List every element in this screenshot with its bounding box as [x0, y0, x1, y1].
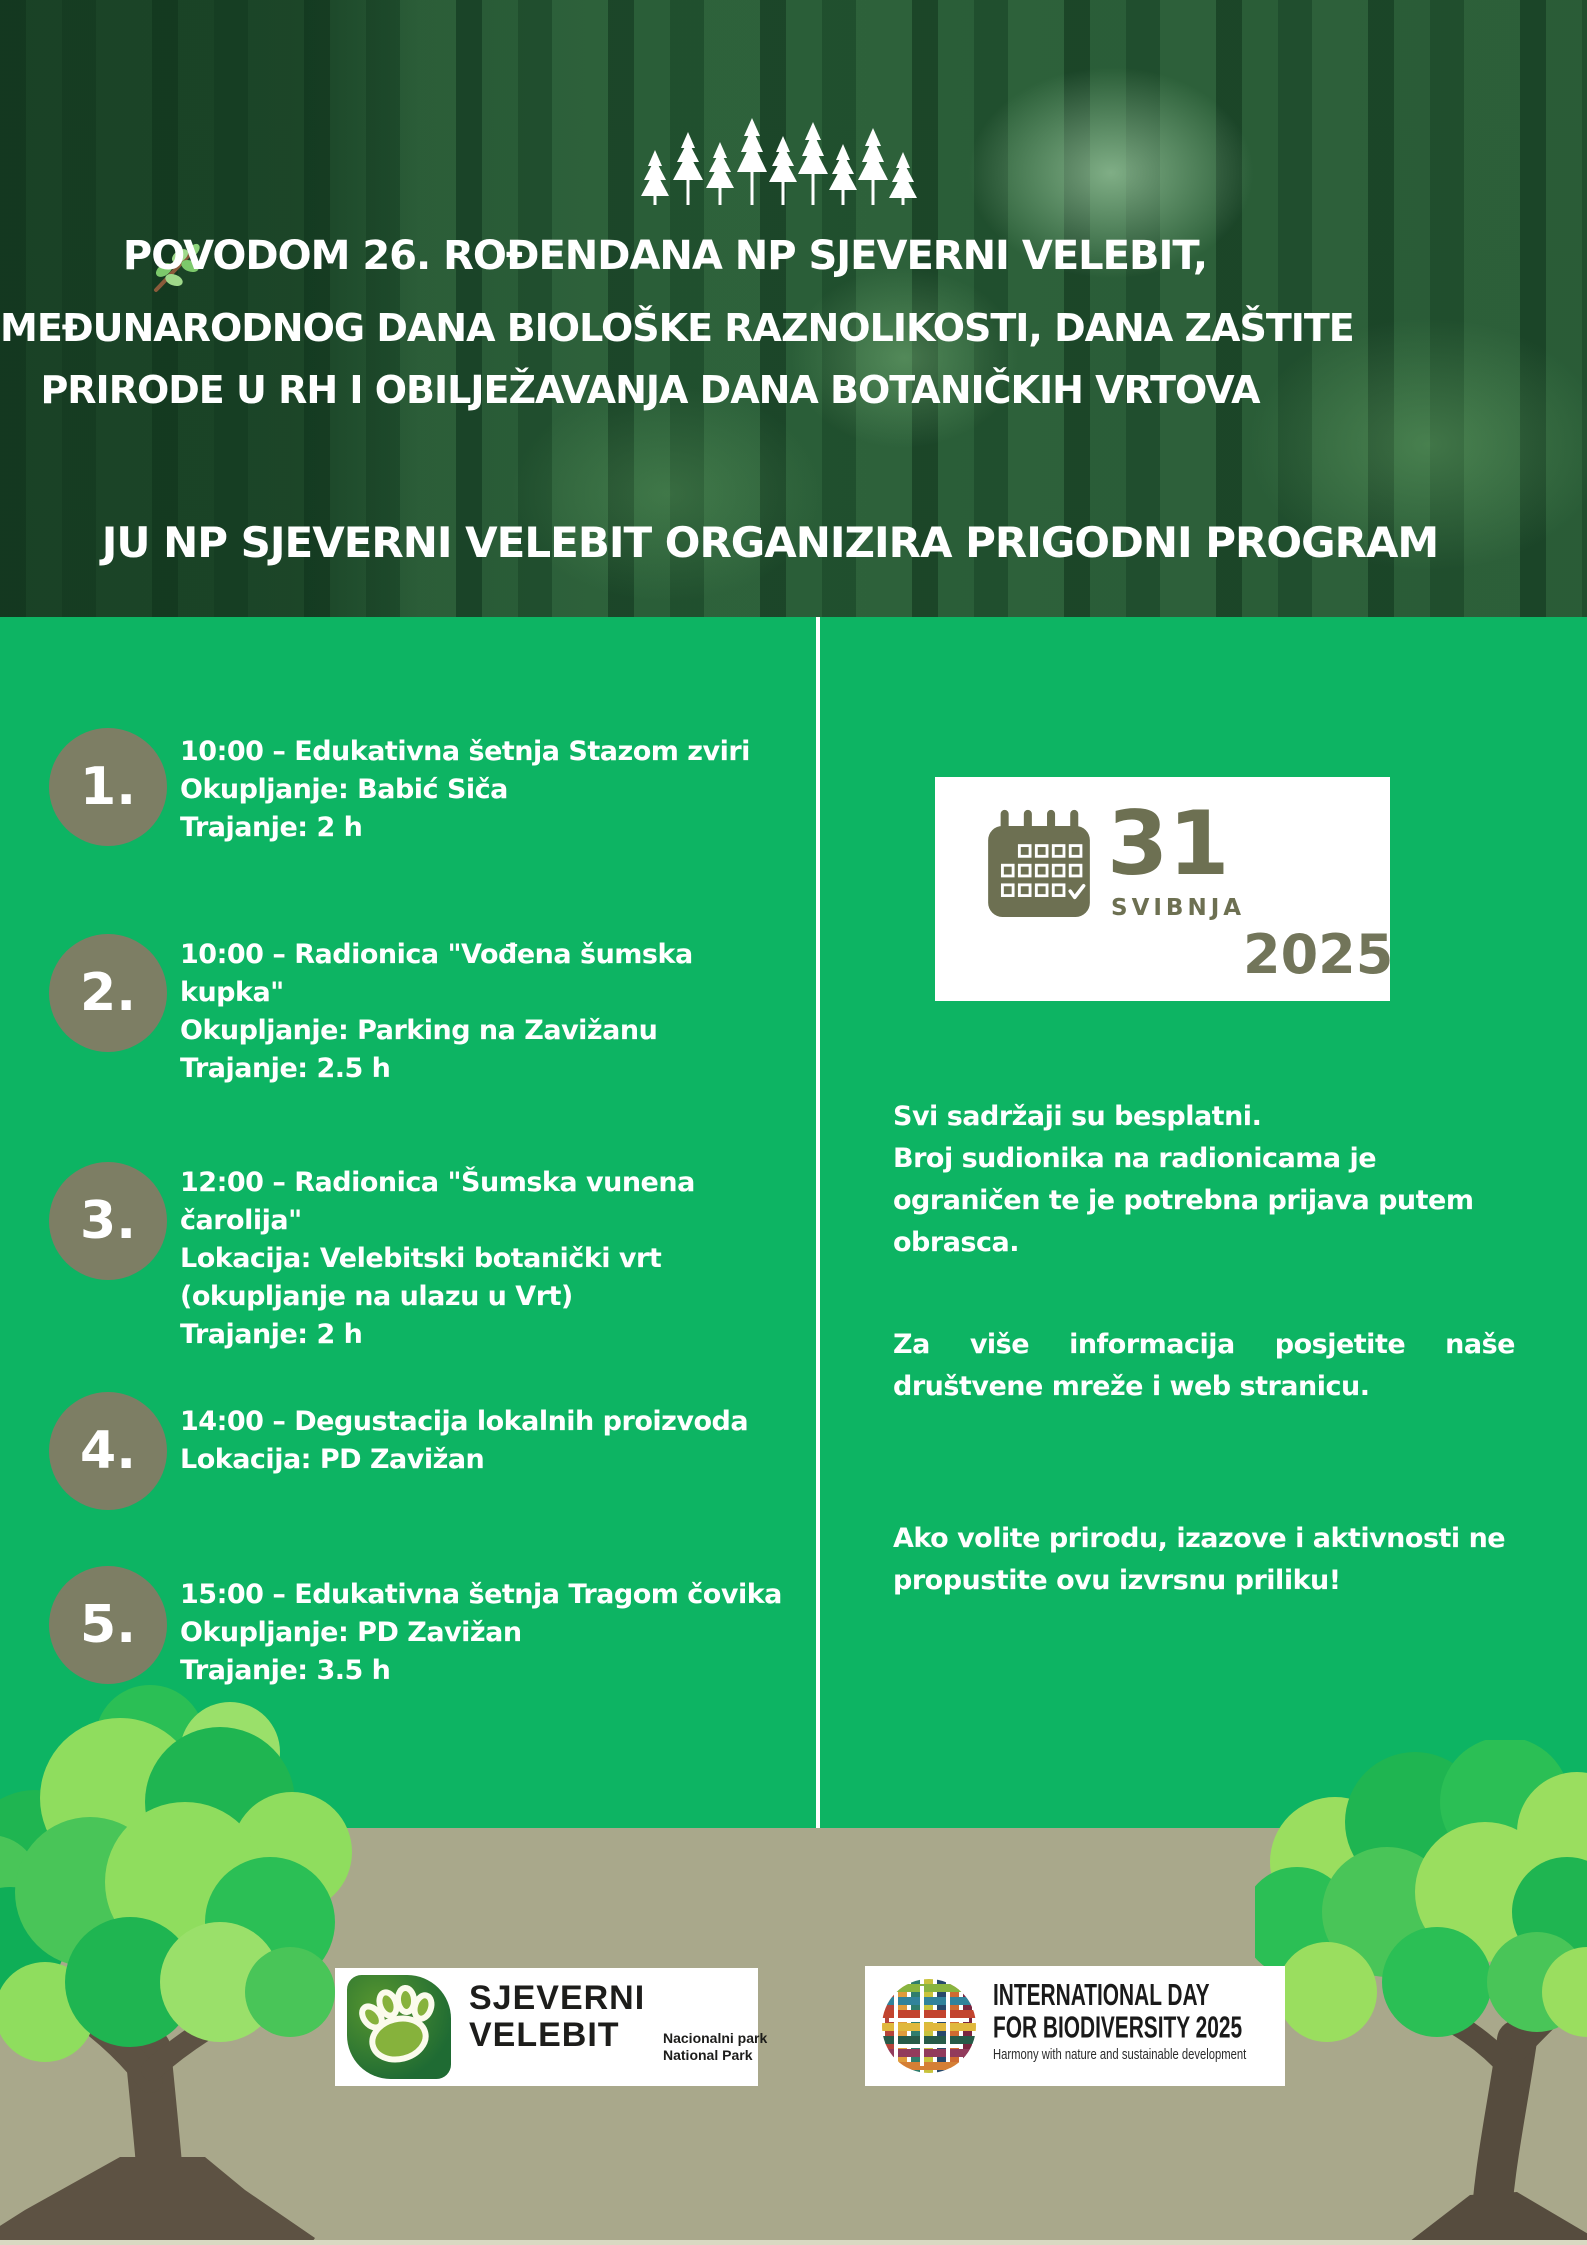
- info-paragraph-invite: [893, 1518, 1533, 1602]
- event-line: Trajanje: 2 h: [180, 812, 363, 843]
- biodiversity-title-line1: INTERNATIONAL DAY: [993, 1978, 1210, 2013]
- biodiversity-logo-tagline: Harmony with nature and sustainable development: [993, 2046, 1247, 2063]
- bottom-edge-strip: [0, 2240, 1587, 2245]
- event-line: Okupljanje: Babić Siča: [180, 774, 508, 805]
- event-line: Lokacija: PD Zavižan: [180, 1444, 485, 1475]
- info-line: ograničen te je potrebna prijava putem: [893, 1185, 1474, 1216]
- event-line: kupka": [180, 977, 284, 1008]
- biodiversity-weave-icon: [879, 1976, 979, 2076]
- left-tree-illustration: [0, 1680, 370, 2245]
- info-line: Svi sadržaji su besplatni.: [893, 1101, 1262, 1132]
- event-number: 1.: [80, 757, 136, 817]
- info-line: obrasca.: [893, 1227, 1019, 1258]
- event-line: Lokacija: Velebitski botanički vrt: [180, 1243, 662, 1274]
- info-line: Broj sudionika na radionicama je: [893, 1143, 1377, 1174]
- event-number: 5.: [80, 1595, 136, 1655]
- bear-paw-icon: [347, 1975, 451, 2079]
- header-subtitle: JU NP SJEVERNI VELEBIT ORGANIZIRA PRIGODNI PROGRAM: [101, 518, 1439, 567]
- event-line: 15:00 – Edukativna šetnja Tragom čovika: [180, 1579, 782, 1610]
- right-tree-illustration: [1255, 1740, 1587, 2245]
- park-logo-subtitle: [663, 2030, 767, 2064]
- header-title-line3: PRIRODE U RH I OBILJEŽAVANJA DANA BOTANIČKIH VRTOVA: [40, 368, 1260, 412]
- event-number: 2.: [80, 963, 136, 1023]
- info-paragraph-free: [893, 1096, 1533, 1264]
- park-logo-title: [469, 1980, 645, 2054]
- event-line: Trajanje: 2.5 h: [180, 1053, 391, 1084]
- header-title-line1: POVODOM 26. ROĐENDANA NP SJEVERNI VELEBIT,: [122, 233, 1208, 279]
- park-logo-title-line2: VELEBIT: [469, 2016, 620, 2054]
- info-line: Ako volite prirodu, izazove i aktivnosti ne: [893, 1523, 1506, 1554]
- event-number-badge: [49, 1392, 167, 1510]
- date-month: SVIBNJA: [1111, 895, 1246, 921]
- date-year: 2025: [1243, 923, 1394, 986]
- park-logo-leaf: [347, 1975, 451, 2079]
- date-day: 31: [1107, 792, 1230, 895]
- event-line: 10:00 – Edukativna šetnja Stazom zviri: [180, 736, 750, 767]
- event-line: Okupljanje: PD Zavižan: [180, 1617, 522, 1648]
- park-logo-subtitle-line1: Nacionalni park: [663, 2030, 768, 2046]
- park-logo-card: [335, 1968, 768, 2086]
- calendar-icon: [981, 801, 1097, 925]
- biodiversity-logo-title: [993, 1980, 1242, 2045]
- event-line: Trajanje: 2 h: [180, 1319, 363, 1350]
- biodiversity-title-line2: FOR BIODIVERSITY 2025: [993, 2011, 1243, 2046]
- event-line: 10:00 – Radionica "Vođena šumska: [180, 939, 693, 970]
- event-line: 12:00 – Radionica "Šumska vunena: [180, 1167, 695, 1198]
- header-title-line2: MEĐUNARODNOG DANA BIOLOŠKE RAZNOLIKOSTI, DANA ZAŠTITE: [0, 306, 1354, 350]
- pine-trees-icon: [640, 112, 940, 207]
- info-line: propustite ovu izvrsnu priliku!: [893, 1565, 1341, 1596]
- event-line: Okupljanje: Parking na Zavižanu: [180, 1015, 658, 1046]
- event-number-badge: [49, 728, 167, 846]
- header-banner: [0, 0, 1587, 617]
- event-line: Trajanje: 3.5 h: [180, 1655, 391, 1686]
- event-number-badge: [49, 1566, 167, 1684]
- column-divider: [816, 617, 820, 1828]
- biodiversity-logo-card: [865, 1966, 1285, 2086]
- event-number: 4.: [80, 1421, 136, 1481]
- date-card: [935, 777, 1394, 1001]
- event-number-badge: [49, 1162, 167, 1280]
- event-number: 3.: [80, 1191, 136, 1251]
- event-number-badge: [49, 934, 167, 1052]
- info-paragraph-more: [893, 1324, 1533, 1408]
- park-logo-subtitle-line2: National Park: [663, 2047, 753, 2063]
- event-line: 14:00 – Degustacija lokalnih proizvoda: [180, 1406, 749, 1437]
- info-line: Za više informacija posjetite naše: [893, 1329, 1515, 1360]
- info-line: društvene mreže i web stranicu.: [893, 1371, 1370, 1402]
- park-logo-title-line1: SJEVERNI: [469, 1979, 646, 2017]
- event-line: čarolija": [180, 1205, 302, 1236]
- event-line: (okupljanje na ulazu u Vrt): [180, 1281, 573, 1312]
